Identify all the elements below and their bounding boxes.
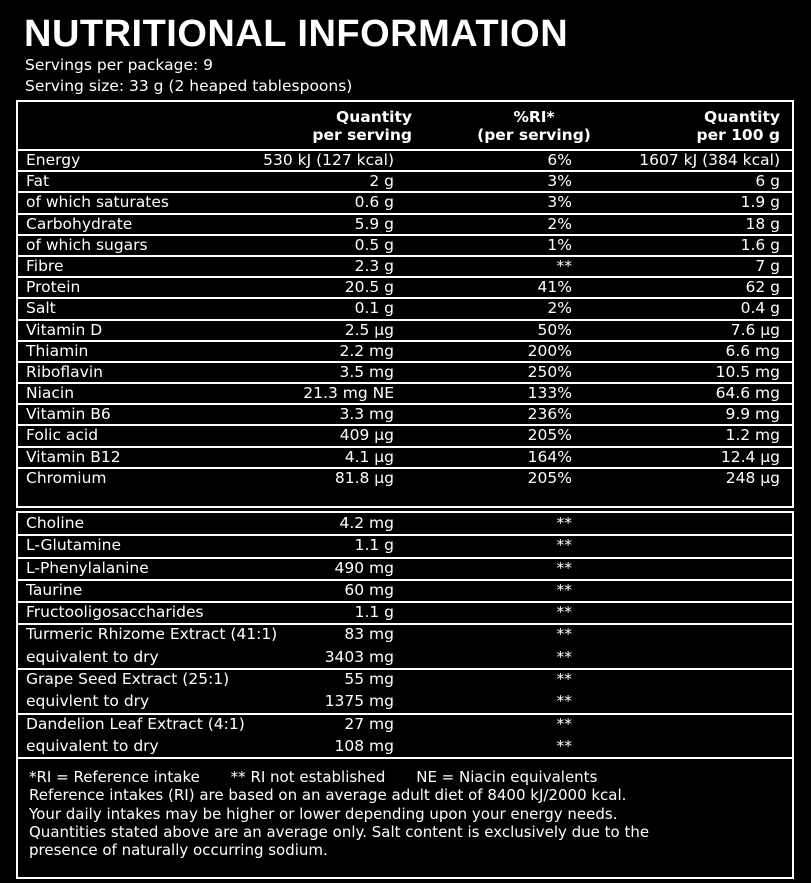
qty-per-serving: 530 kJ (127 kcal) [263, 151, 394, 169]
qty-per-serving: 3403 mg [324, 647, 394, 666]
qty-per-serving: 5.9 g [354, 214, 394, 233]
qty-per-serving: 20.5 g [344, 278, 394, 297]
other-ingredients-table [16, 511, 794, 879]
ingredient-name: L-Phenylalanine [26, 558, 149, 577]
qty-per-serving: 21.3 mg NE [303, 384, 394, 403]
ri-percent: 3% [547, 193, 572, 212]
qty-per-serving: 0.6 g [354, 193, 394, 212]
ri-percent: ** [556, 256, 572, 275]
nutrient-name: Vitamin B6 [26, 405, 111, 424]
table-row [18, 384, 792, 405]
ri-percent: 250% [527, 362, 572, 381]
qty-per-100g: 12.4 µg [720, 447, 780, 466]
qty-per-serving: 81.8 µg [334, 468, 394, 487]
ri-percent: ** [556, 736, 572, 755]
qty-per-serving: 83 mg [344, 625, 394, 644]
ri-percent: 205% [527, 468, 572, 487]
ri-percent: 236% [527, 405, 572, 424]
ri-percent: 205% [527, 426, 572, 445]
table-row [18, 151, 792, 172]
nutrient-name: Niacin [26, 384, 75, 403]
table-row [18, 692, 792, 714]
table-row [18, 715, 792, 737]
table-row [18, 278, 792, 299]
ri-percent: ** [556, 514, 572, 532]
ri-percent: 200% [527, 341, 572, 360]
ri-percent: 50% [537, 320, 572, 339]
table-row [18, 670, 792, 692]
qty-per-serving: 0.1 g [354, 299, 394, 318]
nutrient-name: Chromium [26, 468, 107, 487]
nutrient-name: of which saturates [26, 193, 169, 212]
table-row [18, 603, 792, 625]
qty-per-100g: 7.6 µg [730, 320, 780, 339]
table-row [18, 469, 792, 490]
nutrient-name: Carbohydrate [26, 214, 133, 233]
ri-percent: ** [556, 647, 572, 666]
table-row [18, 257, 792, 278]
qty-per-100g: 64.6 mg [715, 384, 780, 403]
ri-percent: 2% [547, 214, 572, 233]
table-row [18, 536, 792, 558]
footnotes [29, 768, 789, 859]
qty-per-serving: 490 mg [334, 558, 394, 577]
table-row [18, 737, 792, 759]
nutrient-name: Riboflavin [26, 362, 103, 381]
header-ri: %RI* (per serving) [477, 108, 591, 144]
footnote-line: Reference intakes (RI) are based on an average adult diet of 8400 kJ/2000 kcal. [29, 786, 627, 805]
panel-title: NUTRITIONAL INFORMATION [24, 13, 569, 55]
ri-percent: ** [556, 670, 572, 689]
ri-percent: 3% [547, 172, 572, 191]
header-qty-per-100g: Quantity per 100 g [696, 108, 780, 144]
ri-percent: ** [556, 558, 572, 577]
qty-per-serving: 1.1 g [354, 536, 394, 555]
table-row [18, 448, 792, 469]
footnote-ne-definition: NE = Niacin equivalents [416, 768, 598, 786]
qty-per-serving: 3.3 mg [339, 405, 394, 424]
qty-per-100g: 6 g [755, 172, 780, 191]
nutrient-name: Salt [26, 299, 56, 318]
ri-percent: ** [556, 580, 572, 599]
footnote-line: Quantities stated above are an average only. Salt content is exclusively due to the [29, 822, 650, 841]
nutrient-name: Fat [26, 172, 50, 191]
nutrient-rows [18, 151, 792, 490]
table-row [18, 559, 792, 581]
qty-per-100g: 9.9 mg [725, 405, 780, 424]
nutrient-name: Vitamin D [26, 320, 103, 339]
nutrient-name: of which sugars [26, 235, 148, 254]
ingredient-name: Taurine [26, 580, 83, 599]
ri-percent: 133% [527, 384, 572, 403]
qty-per-100g: 18 g [745, 214, 780, 233]
servings-per-package: Servings per package: 9 [25, 56, 214, 74]
ri-percent: ** [556, 603, 572, 622]
qty-per-100g: 1.9 g [740, 193, 780, 212]
ingredient-name: equivalent to dry [26, 736, 159, 755]
nutrients-table [16, 100, 794, 508]
qty-per-serving: 4.2 mg [339, 514, 394, 532]
ingredient-name: equivlent to dry [26, 692, 150, 711]
qty-per-serving: 409 µg [339, 426, 394, 445]
qty-per-100g: 1.2 mg [725, 426, 780, 445]
qty-per-serving: 3.5 mg [339, 362, 394, 381]
qty-per-serving: 2.5 µg [344, 320, 394, 339]
nutrient-name: Thiamin [26, 341, 89, 360]
footnote-ri-not-established: ** RI not established [230, 768, 386, 786]
qty-per-100g: 1607 kJ (384 kcal) [639, 151, 780, 169]
table-row [18, 625, 792, 647]
ri-percent: ** [556, 625, 572, 644]
ingredient-name: equivalent to dry [26, 647, 159, 666]
header-qty-per-serving: Quantity per serving [312, 108, 412, 144]
qty-per-serving: 2.2 mg [339, 341, 394, 360]
nutrient-name: Fibre [26, 256, 64, 275]
qty-per-serving: 55 mg [344, 670, 394, 689]
footnote-line: presence of naturally occurring sodium. [29, 841, 328, 860]
qty-per-100g: 0.4 g [740, 299, 780, 318]
nutrient-name: Folic acid [26, 426, 99, 445]
table-row [18, 514, 792, 536]
other-rows [18, 514, 792, 759]
table-row [18, 405, 792, 426]
table-row [18, 648, 792, 670]
qty-per-serving: 27 mg [344, 714, 394, 733]
ri-percent: 164% [527, 447, 572, 466]
ri-percent: 1% [547, 235, 572, 254]
table-row [18, 581, 792, 603]
footnote-ri-definition: *RI = Reference intake [29, 768, 200, 786]
qty-per-serving: 2.3 g [354, 256, 394, 275]
qty-per-100g: 7 g [755, 256, 780, 275]
qty-per-100g: 6.6 mg [725, 341, 780, 360]
ingredient-name: Turmeric Rhizome Extract (41:1) [26, 625, 278, 644]
table-header [18, 102, 792, 151]
ri-percent: ** [556, 536, 572, 555]
qty-per-serving: 4.1 µg [344, 447, 394, 466]
ri-percent: 2% [547, 299, 572, 318]
ri-percent: ** [556, 692, 572, 711]
ri-percent: 6% [547, 151, 572, 169]
ingredient-name: Choline [26, 514, 85, 532]
table-row [18, 342, 792, 363]
ri-percent: 41% [537, 278, 572, 297]
table-row [18, 236, 792, 257]
qty-per-serving: 60 mg [344, 580, 394, 599]
qty-per-100g: 248 µg [725, 468, 780, 487]
qty-per-100g: 10.5 mg [715, 362, 780, 381]
table-row [18, 426, 792, 447]
serving-size: Serving size: 33 g (2 heaped tablespoons) [25, 77, 353, 95]
ingredient-name: Fructooligosaccharides [26, 603, 204, 622]
qty-per-100g: 62 g [745, 278, 780, 297]
nutrient-name: Energy [26, 151, 81, 169]
table-row [18, 215, 792, 236]
qty-per-serving: 1375 mg [324, 692, 394, 711]
qty-per-serving: 1.1 g [354, 603, 394, 622]
table-row [18, 363, 792, 384]
ingredient-name: Grape Seed Extract (25:1) [26, 670, 230, 689]
table-row [18, 172, 792, 193]
table-row [18, 193, 792, 214]
nutrient-name: Protein [26, 278, 81, 297]
qty-per-serving: 0.5 g [354, 235, 394, 254]
table-row [18, 321, 792, 342]
nutrient-name: Vitamin B12 [26, 447, 121, 466]
ri-percent: ** [556, 714, 572, 733]
ingredient-name: L-Glutamine [26, 536, 122, 555]
ingredient-name: Dandelion Leaf Extract (4:1) [26, 714, 245, 733]
qty-per-serving: 108 mg [334, 736, 394, 755]
table-row [18, 299, 792, 320]
qty-per-100g: 1.6 g [740, 235, 780, 254]
footnote-line: Your daily intakes may be higher or lower depending upon your energy needs. [29, 804, 618, 823]
qty-per-serving: 2 g [369, 172, 394, 191]
